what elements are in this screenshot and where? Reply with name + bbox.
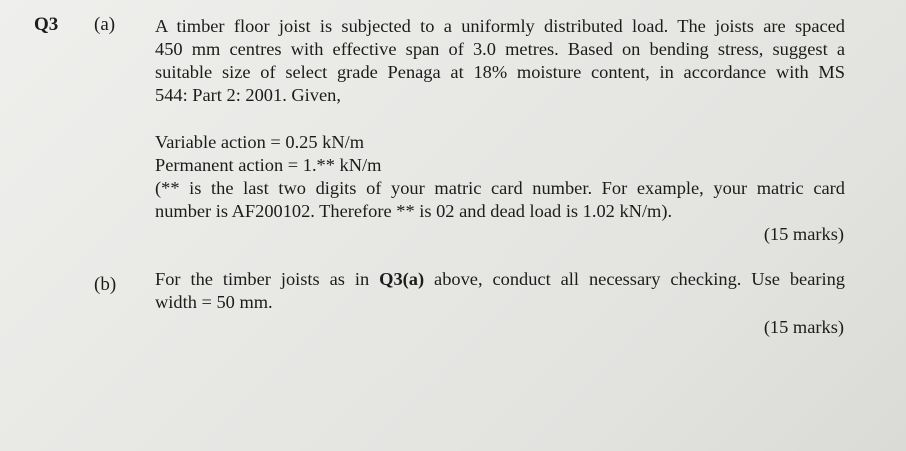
part-a-line-3: suitable size of select grade Penaga at 18% moisture content, in accordance with MS [155,62,845,82]
part-b-line-2: width = 50 mm. [155,292,273,312]
part-a-line-4: 544: Part 2: 2001. Given, [155,85,341,105]
part-a-paragraph [155,15,845,107]
part-a-line-2: 450 mm centres with effective span of 3.0 metres. Based on bending stress, suggest a [155,39,845,59]
part-b-marks: (15 marks) [763,317,844,337]
part-b-line-1-start: For the timber joists as in [155,269,380,289]
question-reference: Q3(a) [379,269,425,289]
part-b-line-1 [155,268,845,291]
part-a-marks: (15 marks) [763,224,844,244]
part-b-line-1-end: above, conduct all necessary checking. Use bearing [424,269,845,289]
permanent-action: Permanent action = 1.** kN/m [155,155,382,175]
part-a-label: (a) [94,14,116,35]
variable-action: Variable action = 0.25 kN/m [155,132,365,152]
part-a-line-1: A timber floor joist is subjected to a uniformly distributed load. The joists are spaced [155,16,845,36]
given-values [155,131,845,223]
part-b-label: (b) [94,274,117,295]
question-number: Q3 [34,14,59,35]
note-line-1: (** is the last two digits of your matric card number. For example, your matric card [155,178,845,198]
part-b-paragraph [155,268,845,314]
note-line-2: number is AF200102. Therefore ** is 02 and dead load is 1.02 kN/m). [155,201,673,221]
